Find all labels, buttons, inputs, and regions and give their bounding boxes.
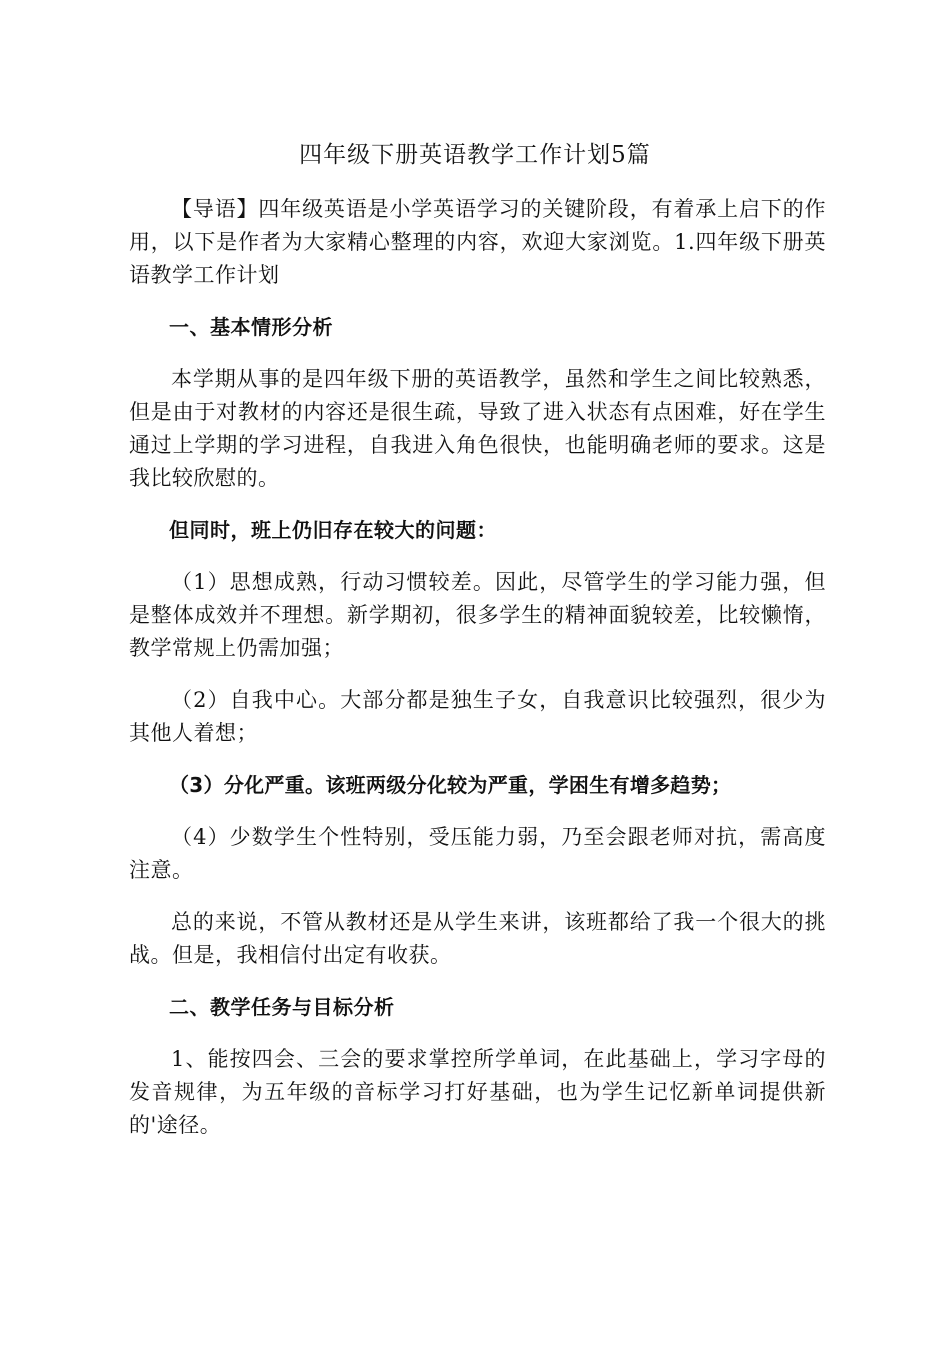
section-1-paragraph: 本学期从事的是四年级下册的英语教学，虽然和学生之间比较熟悉，但是由于对教材的内容还是很生疏，导致了进入状态有点困难，好在学生通过上学期的学习进程，自我进入角色很快，也能明确老师的要求。这是我比较欣慰的。 [129, 367, 826, 490]
summary-paragraph: 总的来说，不管从教材还是从学生来讲，该班都给了我一个很大的挑战。但是，我相信付出定有收获。 [129, 910, 826, 967]
section-1-subheading: 但同时，班上仍旧存在较大的问题： [169, 518, 497, 542]
list-item-1: （1）思想成熟，行动习惯较差。因此，尽管学生的学习能力强，但是整体成效并不理想。新学期初，很多学生的精神面貌较差，比较懒惰，教学常规上仍需加强； [129, 570, 826, 660]
list-item-3: （3）分化严重。该班两级分化较为严重，学困生有增多趋势； [169, 773, 732, 797]
document-title: 四年级下册英语教学工作计划5篇 [299, 142, 651, 168]
section-2-heading: 二、教学任务与目标分析 [169, 995, 395, 1019]
section-2-paragraph: 1、能按四会、三会的要求掌控所学单词，在此基础上，学习字母的发音规律，为五年级的音标学习打好基础，也为学生记忆新单词提供新的'途径。 [129, 1047, 826, 1137]
intro-paragraph: 【导语】四年级英语是小学英语学习的关键阶段，有着承上启下的作用，以下是作者为大家精心整理的内容，欢迎大家浏览。1.四年级下册英语教学工作计划 [129, 197, 826, 287]
list-item-4: （4）少数学生个性特别，受压能力弱，乃至会跟老师对抗，需高度注意。 [129, 825, 826, 882]
document-body [129, 193, 826, 1142]
section-1-heading: 一、基本情形分析 [169, 315, 333, 339]
list-item-2: （2）自我中心。大部分都是独生子女，自我意识比较强烈，很少为其他人着想； [129, 688, 826, 745]
